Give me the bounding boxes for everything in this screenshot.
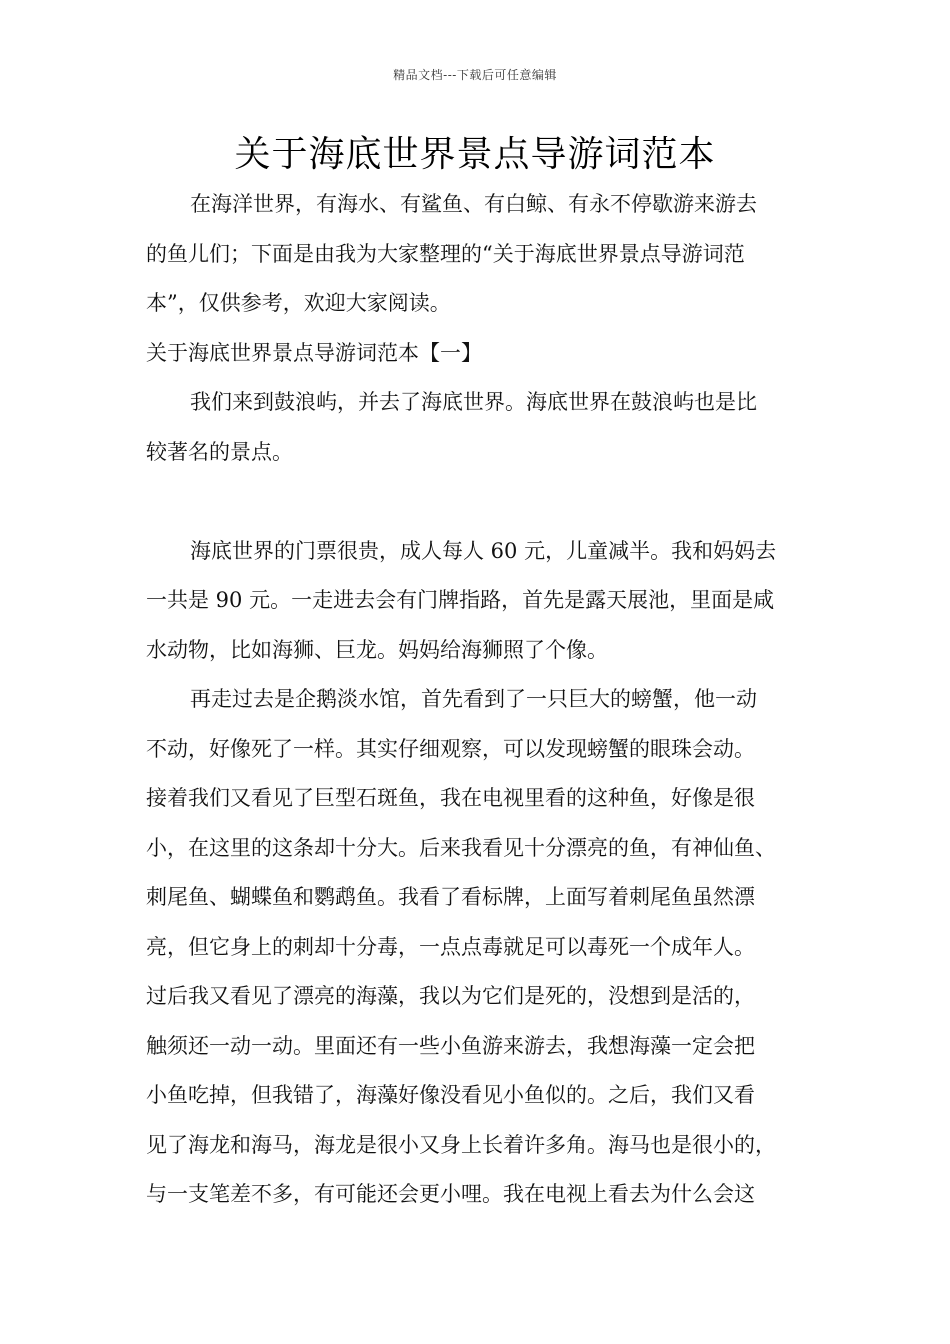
document-body bbox=[146, 180, 826, 1220]
paragraph-line: 水动物，比如海狮、巨龙。妈妈给海狮照了个像。 bbox=[146, 637, 608, 662]
section-heading: 关于海底世界景点导游词范本【一】 bbox=[146, 340, 482, 365]
paragraph-line: 亮，但它身上的刺却十分毒，一点点毒就足可以毒死一个成年人。 bbox=[146, 934, 755, 959]
blank-line bbox=[146, 477, 826, 527]
paragraph-line: 见了海龙和海马，海龙是很小又身上长着许多角。海马也是很小的， bbox=[146, 1132, 776, 1157]
paragraph-line: 一共是 90 元。一走进去会有门牌指路，首先是露天展池，里面是咸 bbox=[146, 588, 775, 612]
paragraph-line: 海底世界的门票很贵，成人每人 60 元，儿童减半。我和妈妈去 bbox=[190, 538, 777, 563]
paragraph-line: 与一支笔差不多，有可能还会更小哩。我在电视上看去为什么会这 bbox=[146, 1182, 755, 1206]
paragraph-line: 的鱼儿们；下面是由我为大家整理的“关于海底世界景点导游词范 bbox=[146, 241, 745, 266]
paragraph-line: 不动，好像死了一样。其实仔细观察，可以发现螃蟹的眼珠会动。 bbox=[146, 736, 755, 761]
header-note: 精品文档---下载后可任意编辑 bbox=[393, 68, 557, 82]
paragraph-line: 在海洋世界，有海水、有鲨鱼、有白鲸、有永不停歇游来游去 bbox=[190, 192, 757, 216]
paragraph-line: 本”，仅供参考，欢迎大家阅读。 bbox=[146, 291, 451, 315]
paragraph-line: 较著名的景点。 bbox=[146, 439, 293, 464]
document-title: 关于海底世界景点导游词范本 bbox=[234, 134, 716, 175]
paragraph-line: 小鱼吃掉，但我错了，海藻好像没看见小鱼似的。之后，我们又看 bbox=[146, 1083, 755, 1107]
paragraph-line: 小，在这里的这条却十分大。后来我看见十分漂亮的鱼，有神仙鱼、 bbox=[146, 835, 776, 860]
paragraph-line: 刺尾鱼、蝴蝶鱼和鹦鹉鱼。我看了看标牌，上面写着刺尾鱼虽然漂 bbox=[146, 885, 755, 909]
paragraph-line: 接着我们又看见了巨型石斑鱼，我在电视里看的这种鱼，好像是很 bbox=[146, 786, 755, 810]
paragraph-line: 再走过去是企鹅淡水馆，首先看到了一只巨大的螃蟹，他一动 bbox=[190, 687, 757, 711]
paragraph-line: 过后我又看见了漂亮的海藻，我以为它们是死的，没想到是活的， bbox=[146, 984, 755, 1008]
paragraph-line: 我们来到鼓浪屿，并去了海底世界。海底世界在鼓浪屿也是比 bbox=[190, 390, 757, 414]
paragraph-line: 触须还一动一动。里面还有一些小鱼游来游去，我想海藻一定会把 bbox=[146, 1033, 755, 1058]
